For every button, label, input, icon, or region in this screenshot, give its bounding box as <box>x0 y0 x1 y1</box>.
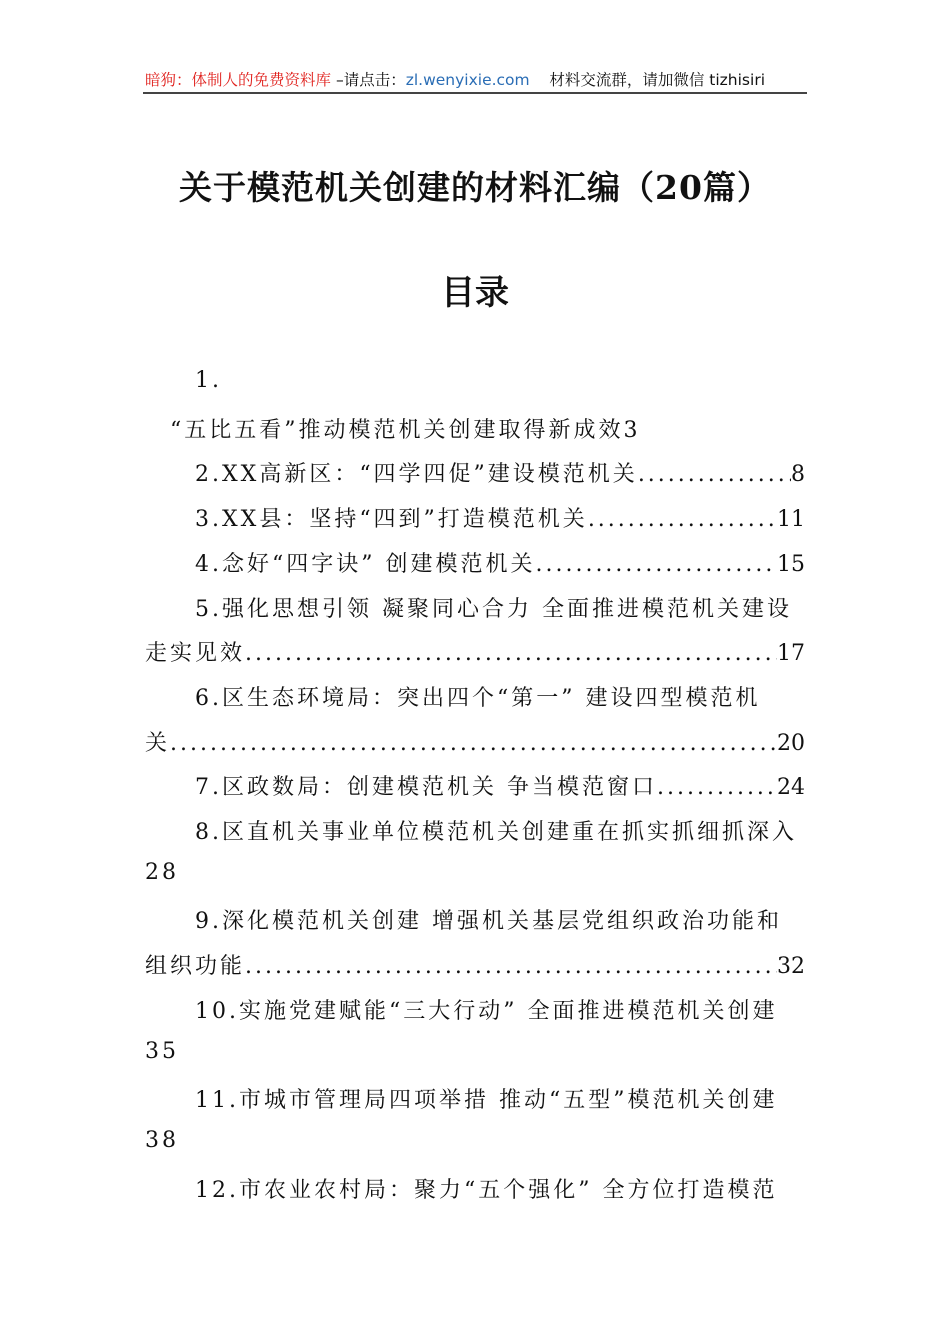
toc-entry-text: 28 <box>145 859 179 885</box>
toc-page-number: 15 <box>777 551 805 577</box>
dot-leader <box>245 641 777 666</box>
toc-entry-text: 关 <box>145 730 171 756</box>
toc-entry-text: 12.市农业农村局：聚力“五个强化” 全方位打造模范 <box>195 1177 778 1203</box>
toc-line[interactable] <box>145 1128 805 1162</box>
toc-line[interactable] <box>145 681 805 715</box>
toc-page-number: 20 <box>777 730 805 756</box>
toc-entry-text: 3.XX县：坚持“四到”打造模范机关 <box>195 507 588 533</box>
toc-entry-text: 11.市城市管理局四项举措 推动“五型”模范机关创建 <box>195 1088 778 1114</box>
header-prompt: –请点击： <box>331 71 406 89</box>
dot-leader <box>638 462 791 487</box>
toc-entry-text: 1. <box>195 368 222 393</box>
toc-page-number: 32 <box>777 954 805 980</box>
toc-entry-text: 35 <box>145 1038 179 1064</box>
toc-line[interactable] <box>145 770 805 804</box>
dot-leader <box>170 731 777 756</box>
toc-line[interactable] <box>145 949 805 983</box>
toc-entry-text: 5.强化思想引领 凝聚同心合力 全面推进模范机关建设 <box>195 596 792 622</box>
header-divider <box>143 92 807 94</box>
toc-entry-text: 6.区生态环境局：突出四个“第一” 建设四型模范机 <box>195 685 761 711</box>
toc-line[interactable] <box>145 368 805 402</box>
toc-page-number: 24 <box>777 775 805 801</box>
toc-entry-text: 组织功能 <box>145 954 246 980</box>
header-site-name: 暗狗：体制人的免费资料库 <box>145 71 332 89</box>
toc-entry-text: “五比五看”推动模范机关创建取得新成效3 <box>170 417 641 443</box>
toc-line[interactable] <box>145 547 805 581</box>
dot-leader <box>657 775 777 800</box>
toc-page-number: 11 <box>777 507 805 533</box>
toc-heading: 目录 <box>441 273 509 313</box>
toc-line[interactable] <box>145 502 805 536</box>
toc-page-number: 8 <box>791 462 805 488</box>
document-title: 关于模范机关创建的材料汇编（20篇） <box>179 168 771 207</box>
toc-entry-text: 10.实施党建赋能“三大行动” 全面推进模范机关创建 <box>195 998 778 1024</box>
toc-entry-text: 走实见效 <box>145 641 246 667</box>
toc-line[interactable] <box>145 1173 805 1207</box>
toc-entry-text: 4.念好“四字诀” 创建模范机关 <box>195 551 536 577</box>
toc-page-number: 17 <box>777 641 805 667</box>
toc-line[interactable] <box>145 904 805 938</box>
dot-leader <box>588 507 777 532</box>
toc-line[interactable] <box>145 592 805 626</box>
header-contact: 材料交流群，请加微信 tizhisiri <box>549 71 765 89</box>
toc-entry-text: 38 <box>145 1127 179 1153</box>
header-link[interactable]: zl.wenyixie.com <box>405 71 530 89</box>
toc-line[interactable] <box>145 994 805 1028</box>
toc-line[interactable] <box>145 726 805 760</box>
toc-line[interactable] <box>145 413 805 447</box>
toc-line[interactable] <box>145 1039 805 1073</box>
toc-entry-text: 8.区直机关事业单位模范机关创建重在抓实抓细抓深入 <box>195 820 797 845</box>
toc-entry-text: 9.深化模范机关创建 增强机关基层党组织政治功能和 <box>195 909 782 935</box>
dot-leader <box>535 552 777 577</box>
toc-line[interactable] <box>145 1083 805 1117</box>
toc-line[interactable] <box>145 815 805 849</box>
toc-line[interactable] <box>145 457 805 491</box>
toc-entry-text: 2.XX高新区：“四学四促”建设模范机关 <box>195 462 638 488</box>
toc-entry-text: 7.区政数局：创建模范机关 争当模范窗口 <box>195 775 657 801</box>
toc-line[interactable] <box>145 860 805 894</box>
dot-leader <box>245 954 777 979</box>
watermark-header <box>145 68 805 90</box>
toc-line[interactable] <box>145 636 805 670</box>
